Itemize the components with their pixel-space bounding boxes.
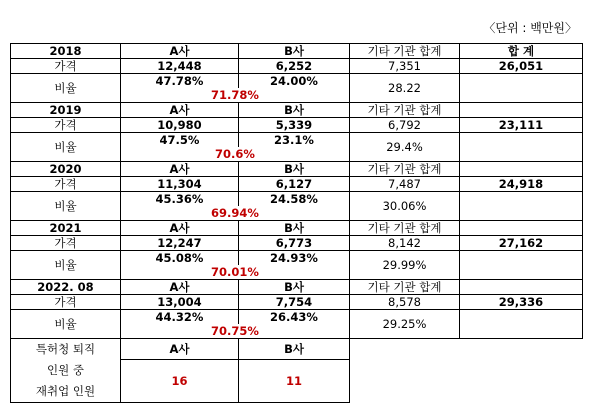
ratio-total-blank: [460, 310, 583, 325]
year-label: 2019: [11, 103, 121, 118]
year-header-row: [11, 162, 583, 177]
year-header-row: [11, 221, 583, 236]
ratio-label: 비율: [11, 310, 121, 339]
year-header-row: [11, 280, 583, 295]
ratio-label: 비율: [11, 192, 121, 221]
total-header: [460, 162, 583, 177]
ratio-other: 29.25%: [350, 310, 460, 339]
company-b-header: B사: [239, 221, 350, 236]
company-a-header: A사: [121, 44, 239, 59]
price-other: 8,578: [350, 295, 460, 310]
ratio-b: 24.58%: [239, 192, 350, 207]
ratio-other: 29.4%: [350, 133, 460, 162]
ratio-a: 45.08%: [121, 251, 239, 266]
ratio-a: 47.5%: [121, 133, 239, 148]
price-b: 6,252: [239, 59, 350, 74]
price-other: 7,351: [350, 59, 460, 74]
price-total: 29,336: [460, 295, 583, 310]
reemployment-header-row: [11, 339, 583, 360]
company-a-header: A사: [121, 103, 239, 118]
price-label: 가격: [11, 118, 121, 133]
total-header: [460, 280, 583, 295]
other-header: 기타 기관 합계: [350, 221, 460, 236]
ratio-total-blank: [460, 192, 583, 207]
blank-area: [350, 339, 583, 403]
ratio-a: 45.36%: [121, 192, 239, 207]
price-b: 7,754: [239, 295, 350, 310]
price-a: 12,448: [121, 59, 239, 74]
price-row: [11, 118, 583, 133]
year-header-row: [11, 103, 583, 118]
total-header: [460, 221, 583, 236]
unit-label: 〈단위 : 백만원〉: [483, 21, 577, 35]
price-other: 7,487: [350, 177, 460, 192]
price-b: 5,339: [239, 118, 350, 133]
company-b-header: B사: [239, 44, 350, 59]
price-total: 23,111: [460, 118, 583, 133]
price-a: 12,247: [121, 236, 239, 251]
price-label: 가격: [11, 59, 121, 74]
ratio-other: 29.99%: [350, 251, 460, 280]
reemployment-label-line: 재취업 인원: [35, 384, 96, 398]
ratio-other: 30.06%: [350, 192, 460, 221]
price-row: [11, 236, 583, 251]
reemployment-label-line: 특허청 퇴직: [35, 342, 96, 356]
year-label: 2018: [11, 44, 121, 59]
company-a-header: A사: [121, 221, 239, 236]
ratio-total-blank: [460, 251, 583, 266]
ratio-row: [11, 192, 583, 207]
price-total: 24,918: [460, 177, 583, 192]
price-b: 6,127: [239, 177, 350, 192]
ratio-b: 24.00%: [239, 74, 350, 89]
other-header: 기타 기관 합계: [350, 280, 460, 295]
year-label: 2021: [11, 221, 121, 236]
price-a: 11,304: [121, 177, 239, 192]
ratio-other: 28.22: [350, 74, 460, 103]
ratio-label: 비율: [11, 74, 121, 103]
ratio-a-plus-b: 69.94%: [121, 206, 350, 221]
price-row: [11, 59, 583, 74]
ratio-b: 26.43%: [239, 310, 350, 325]
ratio-total-blank: [460, 74, 583, 89]
price-other: 6,792: [350, 118, 460, 133]
reemployment-a-header: A사: [121, 339, 239, 360]
price-total: 26,051: [460, 59, 583, 74]
total-header: [460, 103, 583, 118]
ratio-row: [11, 251, 583, 266]
ratio-a-plus-b: 71.78%: [121, 88, 350, 103]
company-b-header: B사: [239, 162, 350, 177]
ratio-total-blank-2: [460, 147, 583, 162]
price-a: 10,980: [121, 118, 239, 133]
other-header: 기타 기관 합계: [350, 44, 460, 59]
year-label: 2022. 08: [11, 280, 121, 295]
ratio-a-plus-b: 70.6%: [121, 147, 350, 162]
price-a: 13,004: [121, 295, 239, 310]
reemployment-label: [11, 339, 121, 403]
company-b-header: B사: [239, 103, 350, 118]
company-b-header: B사: [239, 280, 350, 295]
other-header: 기타 기관 합계: [350, 103, 460, 118]
ratio-a: 47.78%: [121, 74, 239, 89]
year-label: 2020: [11, 162, 121, 177]
ratio-total-blank-2: [460, 265, 583, 280]
ratio-row: [11, 74, 583, 89]
ratio-label: 비율: [11, 133, 121, 162]
price-ratio-table: [10, 43, 583, 403]
ratio-a-plus-b: 70.01%: [121, 265, 350, 280]
reemployment-b-header: B사: [239, 339, 350, 360]
year-header-row: [11, 44, 583, 59]
price-other: 8,142: [350, 236, 460, 251]
ratio-a: 44.32%: [121, 310, 239, 325]
company-a-header: A사: [121, 162, 239, 177]
price-total: 27,162: [460, 236, 583, 251]
reemployment-label-line: 인원 중: [47, 363, 84, 377]
ratio-a-plus-b: 70.75%: [121, 324, 350, 339]
ratio-total-blank: [460, 133, 583, 148]
reemployment-a-count: 16: [121, 360, 239, 403]
total-header: 합 계: [460, 44, 583, 59]
ratio-row: [11, 310, 583, 325]
company-a-header: A사: [121, 280, 239, 295]
ratio-row: [11, 133, 583, 148]
price-label: 가격: [11, 295, 121, 310]
price-row: [11, 295, 583, 310]
ratio-b: 24.93%: [239, 251, 350, 266]
price-label: 가격: [11, 236, 121, 251]
reemployment-b-count: 11: [239, 360, 350, 403]
ratio-label: 비율: [11, 251, 121, 280]
ratio-total-blank-2: [460, 206, 583, 221]
ratio-b: 23.1%: [239, 133, 350, 148]
price-row: [11, 177, 583, 192]
other-header: 기타 기관 합계: [350, 162, 460, 177]
ratio-total-blank-2: [460, 324, 583, 339]
ratio-total-blank-2: [460, 88, 583, 103]
price-label: 가격: [11, 177, 121, 192]
price-b: 6,773: [239, 236, 350, 251]
